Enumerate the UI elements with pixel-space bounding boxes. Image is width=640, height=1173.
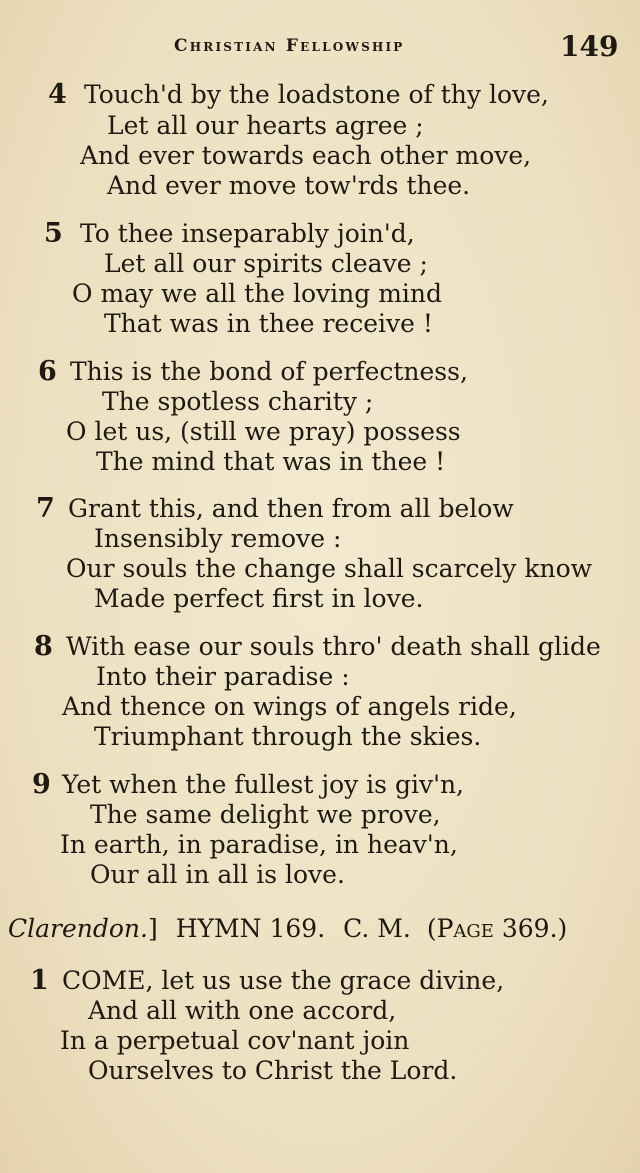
verse-line: Made perfect first in love. (94, 584, 424, 613)
verse-line: Ourselves to Christ the Lord. (88, 1056, 458, 1085)
verse-number: 9 (32, 769, 51, 800)
tune-name: Clarendon. (8, 914, 148, 943)
verse-line: O may we all the loving mind (72, 279, 443, 308)
verse-line: With ease our souls thro' death shall glide (66, 632, 601, 661)
verse-number: 5 (44, 218, 63, 249)
verse-line: Touch'd by the loadstone of thy love, (84, 80, 549, 109)
verse-line: To thee inseparably join'd, (80, 219, 415, 248)
verse-line: And all with one accord, (88, 996, 397, 1025)
verse-number: 1 (30, 965, 49, 996)
hymn-heading (8, 912, 577, 946)
verse-line: This is the bond of perfectness, (70, 357, 468, 386)
heading-bracket: ] (147, 914, 158, 943)
verse-line: In a perpetual cov'nant join (60, 1026, 410, 1055)
verse-line: The same delight we prove, (90, 800, 441, 829)
hymn-meter: C. M. (343, 914, 411, 943)
verse-line: Let all our spirits cleave ; (104, 249, 428, 278)
running-title: Christian Fellowship (174, 36, 405, 56)
verse-line: O let us, (still we pray) possess (66, 417, 461, 446)
verse-line: Grant this, and then from all below (68, 494, 514, 523)
verse-number: 4 (48, 79, 67, 110)
page-header (0, 30, 640, 68)
verse-number: 8 (34, 631, 53, 662)
verse-line: Let all our hearts agree ; (107, 111, 424, 140)
verse-line: That was in thee receive ! (104, 309, 433, 338)
verse-line: The spotless charity ; (102, 387, 374, 416)
page-reference: (Page 369.) (426, 914, 568, 943)
verse-line: Our all in all is love. (90, 860, 345, 889)
verse-line: Our souls the change shall scarcely know (66, 554, 593, 583)
verse-number: 6 (38, 356, 57, 387)
verse-line: The mind that was in thee ! (96, 447, 446, 476)
verse-line: In earth, in paradise, in heav'n, (60, 830, 458, 859)
page-number: 149 (560, 30, 619, 63)
verse-line: Into their paradise : (96, 662, 350, 691)
verse-line: And ever towards each other move, (80, 141, 532, 170)
hymn-number: HYMN 169. (175, 914, 326, 943)
verse-line: Yet when the fullest joy is giv'n, (62, 770, 465, 799)
verse-line: COME, let us use the grace divine, (62, 966, 505, 995)
verse-line: Insensibly remove : (94, 524, 342, 553)
verse-line: And thence on wings of angels ride, (62, 692, 517, 721)
verse-line: Triumphant through the skies. (94, 722, 482, 751)
verse-line: And ever move tow'rds thee. (107, 171, 471, 200)
verse-number: 7 (36, 493, 55, 524)
